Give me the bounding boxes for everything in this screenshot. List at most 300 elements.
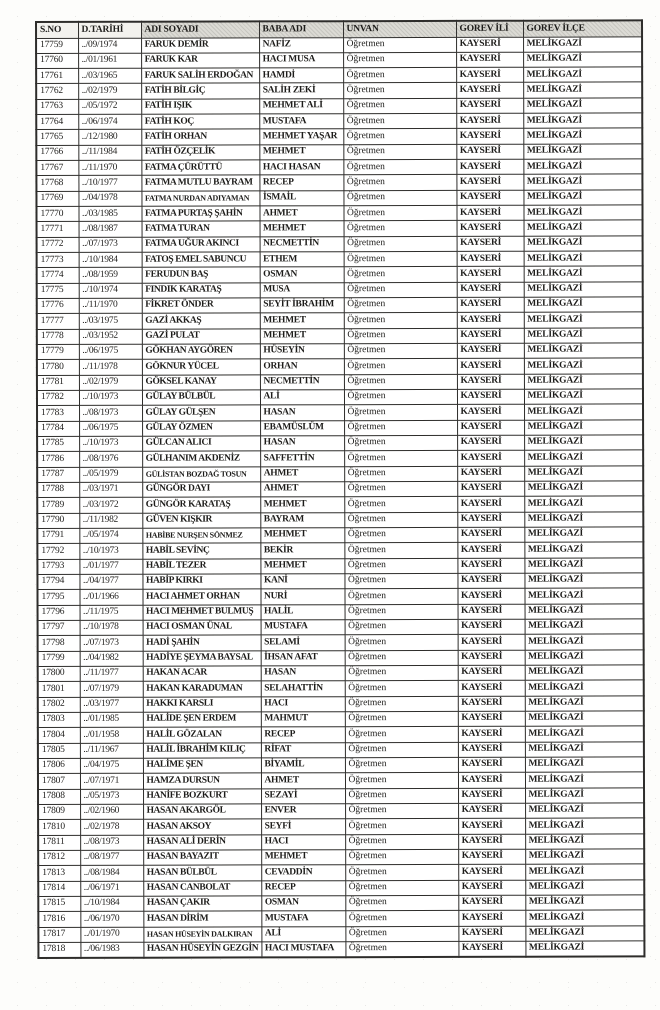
cell-district: MELİKGAZİ: [524, 496, 643, 512]
table-row: [37, 496, 643, 513]
cell-father-name: MUSTAFA: [261, 911, 345, 927]
cell-father-name: SELAHATTİN: [261, 681, 345, 697]
cell-full-name: FATİH KOÇ: [141, 114, 259, 130]
cell-father-name: MEHMET: [261, 850, 345, 866]
cell-district: MELİKGAZİ: [525, 619, 644, 635]
cell-title: Öğretmen: [345, 849, 458, 865]
cell-district: MELİKGAZİ: [525, 925, 644, 941]
cell-birth-date: ../08/1976: [79, 452, 142, 467]
cell-birth-date: ../11/1967: [80, 743, 143, 758]
cell-district: MELİKGAZİ: [523, 159, 642, 175]
cell-full-name: GAZİ AKKAŞ: [142, 313, 260, 329]
cell-father-name: OSMAN: [261, 896, 345, 912]
cell-father-name: HACI MUSTAFA: [261, 942, 345, 958]
cell-district: MELİKGAZİ: [525, 634, 644, 650]
cell-district: MELİKGAZİ: [524, 312, 643, 328]
cell-birth-date: ../02/1978: [80, 819, 143, 834]
table-row: [36, 144, 642, 161]
cell-province: KAYSERİ: [458, 604, 525, 620]
cell-serial-no: 17782: [37, 390, 79, 405]
cell-district: MELİKGAZİ: [523, 205, 642, 221]
cell-father-name: HALİL: [261, 604, 345, 620]
cell-serial-no: 17777: [37, 314, 79, 329]
table-row: [38, 696, 644, 713]
cell-district: MELİKGAZİ: [525, 665, 644, 681]
table-row: [38, 879, 644, 896]
cell-district: MELİKGAZİ: [524, 358, 643, 374]
cell-title: Öğretmen: [345, 696, 458, 712]
cell-title: Öğretmen: [344, 374, 457, 390]
cell-father-name: ETHEM: [260, 252, 344, 268]
cell-birth-date: ../11/1978: [79, 360, 142, 375]
cell-father-name: HACI HASAN: [259, 160, 343, 176]
cell-serial-no: 17778: [37, 329, 79, 344]
table-row: [37, 312, 643, 329]
cell-district: MELİKGAZİ: [524, 374, 643, 390]
cell-title: Öğretmen: [343, 83, 456, 99]
cell-birth-date: ../08/1984: [80, 865, 143, 880]
cell-province: KAYSERİ: [457, 497, 524, 513]
cell-title: Öğretmen: [343, 98, 456, 114]
cell-father-name: BAYRAM: [260, 512, 344, 528]
cell-title: Öğretmen: [345, 803, 458, 819]
cell-birth-date: ../03/1971: [79, 482, 142, 497]
cell-province: KAYSERİ: [456, 159, 523, 175]
cell-province: KAYSERİ: [456, 144, 523, 160]
cell-father-name: SEYİT İBRAHİM: [260, 298, 344, 314]
cell-province: KAYSERİ: [457, 251, 524, 267]
cell-birth-date: ../10/1973: [79, 544, 142, 559]
cell-full-name: FATİH IŞIK: [141, 99, 259, 115]
cell-serial-no: 17786: [37, 452, 79, 467]
cell-district: MELİKGAZİ: [524, 297, 643, 313]
cell-title: Öğretmen: [344, 251, 457, 267]
cell-title: Öğretmen: [344, 313, 457, 329]
cell-title: Öğretmen: [344, 589, 457, 605]
table-row: [37, 404, 643, 421]
cell-full-name: GÜLAY GÜLŞEN: [142, 405, 260, 421]
table-row: [37, 220, 643, 237]
table-row: [38, 650, 644, 667]
cell-district: MELİKGAZİ: [525, 818, 644, 834]
cell-province: KAYSERİ: [457, 343, 524, 359]
cell-serial-no: 17787: [37, 467, 79, 482]
table-row: [36, 98, 642, 115]
cell-full-name: FATMA TURAN: [142, 221, 260, 237]
cell-province: KAYSERİ: [457, 405, 524, 421]
table-row: [37, 358, 643, 375]
cell-serial-no: 17760: [36, 53, 78, 68]
cell-serial-no: 17785: [37, 436, 79, 451]
cell-birth-date: ../08/1987: [79, 222, 142, 237]
cell-birth-date: ../11/1982: [79, 513, 142, 528]
cell-birth-date: ../08/1959: [79, 268, 142, 283]
cell-serial-no: 17763: [36, 99, 78, 114]
cell-district: MELİKGAZİ: [525, 696, 644, 712]
cell-full-name: HACI MEHMET BULMUŞ: [143, 605, 261, 621]
cell-serial-no: 17784: [37, 421, 79, 436]
cell-father-name: HASAN: [260, 436, 344, 452]
cell-full-name: FATMA UĞUR AKINCI: [142, 237, 260, 253]
header-cell-birth-date: D.TARİHİ: [78, 22, 141, 38]
cell-district: MELİKGAZİ: [525, 711, 644, 727]
cell-birth-date: ../01/1970: [80, 927, 143, 942]
cell-serial-no: 17772: [37, 237, 79, 252]
cell-title: Öğretmen: [345, 926, 458, 942]
table-row: [36, 128, 642, 145]
header-cell-province: GOREV İLİ: [456, 21, 523, 37]
table-row: [38, 772, 644, 789]
cell-father-name: ALİ: [261, 926, 345, 942]
cell-serial-no: 17776: [37, 298, 79, 313]
cell-full-name: HAMZA DURSUN: [143, 773, 261, 789]
cell-title: Öğretmen: [343, 206, 456, 222]
cell-birth-date: ../07/1979: [80, 682, 143, 697]
cell-full-name: HABİL SEVİNÇ: [142, 543, 260, 559]
cell-full-name: HABİP KIRKI: [142, 574, 260, 590]
cell-full-name: GÜNGÖR KARATAŞ: [142, 497, 260, 513]
cell-birth-date: ../08/1973: [79, 406, 142, 421]
cell-province: KAYSERİ: [458, 696, 525, 712]
cell-serial-no: 17780: [37, 360, 79, 375]
cell-serial-no: 17807: [38, 774, 80, 789]
cell-full-name: HASAN BÜLBÜL: [143, 865, 261, 881]
cell-province: KAYSERİ: [456, 113, 523, 129]
cell-title: Öğretmen: [344, 359, 457, 375]
cell-birth-date: ../10/1977: [78, 176, 141, 191]
cell-district: MELİKGAZİ: [523, 52, 642, 68]
cell-father-name: MEHMET ALİ: [259, 99, 343, 115]
cell-serial-no: 17788: [37, 482, 79, 497]
cell-birth-date: ../11/1970: [79, 298, 142, 313]
cell-district: MELİKGAZİ: [524, 328, 643, 344]
cell-serial-no: 17792: [37, 544, 79, 559]
table-row: [37, 282, 643, 299]
cell-full-name: FATMA PURTAŞ ŞAHİN: [141, 206, 259, 222]
cell-full-name: FATİH BİLGİÇ: [141, 83, 259, 99]
cell-province: KAYSERİ: [457, 589, 524, 605]
cell-district: MELİKGAZİ: [524, 251, 643, 267]
cell-full-name: FATİH ORHAN: [141, 129, 259, 145]
cell-full-name: HASAN HÜSEYİN DALKIRAN: [143, 926, 261, 942]
cell-serial-no: 17813: [38, 866, 80, 881]
cell-province: KAYSERİ: [458, 757, 525, 773]
cell-serial-no: 17773: [37, 252, 79, 267]
cell-title: Öğretmen: [345, 865, 458, 881]
cell-title: Öğretmen: [345, 711, 458, 727]
cell-birth-date: ../02/1960: [80, 804, 143, 819]
cell-province: KAYSERİ: [457, 527, 524, 543]
cell-serial-no: 17803: [38, 712, 80, 727]
cell-province: KAYSERİ: [457, 466, 524, 482]
cell-province: KAYSERİ: [458, 880, 525, 896]
cell-district: MELİKGAZİ: [525, 650, 644, 666]
cell-district: MELİKGAZİ: [524, 389, 643, 405]
cell-province: KAYSERİ: [457, 359, 524, 375]
cell-serial-no: 17801: [38, 682, 80, 697]
cell-father-name: NURİ: [260, 589, 344, 605]
cell-serial-no: 17759: [36, 38, 78, 53]
personnel-table-body: [36, 36, 644, 957]
cell-district: MELİKGAZİ: [525, 941, 644, 957]
table-row: [37, 343, 643, 360]
table-row: [38, 803, 644, 820]
cell-birth-date: ../04/1978: [78, 191, 141, 206]
cell-district: MELİKGAZİ: [525, 849, 644, 865]
cell-birth-date: ../11/1975: [80, 605, 143, 620]
cell-title: Öğretmen: [343, 129, 456, 145]
cell-birth-date: ../01/1961: [78, 53, 141, 68]
cell-serial-no: 17791: [37, 528, 79, 543]
cell-birth-date: ../09/1974: [78, 38, 141, 53]
cell-birth-date: ../06/1974: [78, 114, 141, 129]
cell-birth-date: ../06/1975: [79, 421, 142, 436]
cell-province: KAYSERİ: [457, 435, 524, 451]
cell-full-name: GÖKHAN AYGÖREN: [142, 344, 260, 360]
cell-serial-no: 17811: [38, 835, 80, 850]
cell-birth-date: ../03/1972: [79, 498, 142, 513]
cell-birth-date: ../06/1970: [80, 911, 143, 926]
cell-province: KAYSERİ: [457, 267, 524, 283]
cell-title: Öğretmen: [345, 665, 458, 681]
table-row: [36, 67, 642, 84]
table-row: [36, 159, 642, 176]
cell-birth-date: ../10/1984: [79, 252, 142, 267]
cell-province: KAYSERİ: [458, 818, 525, 834]
table-row: [37, 435, 643, 452]
cell-district: MELİKGAZİ: [524, 466, 643, 482]
cell-full-name: FERUDUN BAŞ: [142, 267, 260, 283]
table-header-row: [36, 20, 642, 38]
cell-title: Öğretmen: [343, 37, 456, 53]
table-row: [38, 634, 644, 651]
cell-full-name: HASAN HÜSEYİN GEZGİN: [143, 942, 261, 958]
cell-title: Öğretmen: [345, 880, 458, 896]
cell-serial-no: 17794: [37, 574, 79, 589]
table-row: [38, 619, 644, 636]
cell-province: KAYSERİ: [458, 681, 525, 697]
cell-birth-date: ../04/1982: [80, 651, 143, 666]
cell-serial-no: 17783: [37, 406, 79, 421]
table-row: [38, 726, 644, 743]
header-cell-father-name: BABA ADI: [259, 21, 343, 37]
cell-full-name: HALİME ŞEN: [143, 758, 261, 774]
cell-father-name: OSMAN: [260, 267, 344, 283]
cell-province: KAYSERİ: [457, 236, 524, 252]
cell-title: Öğretmen: [343, 52, 456, 68]
table-row: [38, 711, 644, 728]
table-row: [37, 328, 643, 345]
cell-father-name: AHMET: [260, 482, 344, 498]
table-row: [37, 236, 643, 253]
cell-title: Öğretmen: [344, 481, 457, 497]
cell-title: Öğretmen: [343, 144, 456, 160]
cell-full-name: GÖKSEL KANAY: [142, 375, 260, 391]
cell-title: Öğretmen: [344, 543, 457, 559]
table-row: [38, 742, 644, 759]
cell-serial-no: 17796: [38, 605, 80, 620]
cell-district: MELİKGAZİ: [524, 588, 643, 604]
cell-father-name: RECEP: [261, 880, 345, 896]
cell-father-name: BEKİR: [260, 543, 344, 559]
cell-province: KAYSERİ: [458, 926, 525, 942]
cell-birth-date: ../02/1979: [78, 84, 141, 99]
header-cell-serial-no: S.NO: [36, 22, 78, 38]
cell-father-name: ORHAN: [260, 359, 344, 375]
cell-birth-date: ../07/1973: [79, 237, 142, 252]
cell-province: KAYSERİ: [456, 205, 523, 221]
table-row: [37, 420, 643, 437]
table-row: [38, 941, 644, 958]
cell-full-name: HAKAN KARADUMAN: [143, 681, 261, 697]
cell-title: Öğretmen: [345, 895, 458, 911]
cell-father-name: HASAN: [260, 405, 344, 421]
cell-father-name: MEHMET: [260, 497, 344, 513]
table-row: [36, 174, 642, 191]
cell-title: Öğretmen: [343, 68, 456, 84]
cell-serial-no: 17808: [38, 789, 80, 804]
cell-father-name: İSMAİL: [259, 190, 343, 206]
cell-father-name: HASAN: [261, 666, 345, 682]
cell-father-name: HACI: [261, 834, 345, 850]
cell-district: MELİKGAZİ: [523, 98, 642, 114]
cell-province: KAYSERİ: [456, 190, 523, 206]
cell-serial-no: 17815: [38, 896, 80, 911]
cell-birth-date: ../06/1975: [79, 344, 142, 359]
cell-birth-date: ../01/1958: [80, 727, 143, 742]
cell-province: KAYSERİ: [457, 512, 524, 528]
cell-province: KAYSERİ: [457, 481, 524, 497]
cell-title: Öğretmen: [345, 619, 458, 635]
cell-province: KAYSERİ: [458, 726, 525, 742]
cell-serial-no: 17771: [37, 222, 79, 237]
cell-province: KAYSERİ: [457, 451, 524, 467]
cell-district: MELİKGAZİ: [525, 803, 644, 819]
table-row: [37, 558, 643, 575]
cell-full-name: FATMA ÇÜRÜTTÜ: [141, 160, 259, 176]
cell-birth-date: ../11/1970: [78, 160, 141, 175]
cell-serial-no: 17802: [38, 697, 80, 712]
cell-serial-no: 17769: [36, 191, 78, 206]
cell-birth-date: ../06/1971: [80, 881, 143, 896]
cell-father-name: SELAMİ: [261, 635, 345, 651]
cell-province: KAYSERİ: [458, 742, 525, 758]
cell-father-name: NAFİZ: [259, 37, 343, 53]
cell-district: MELİKGAZİ: [525, 742, 644, 758]
cell-serial-no: 17809: [38, 804, 80, 819]
cell-serial-no: 17800: [38, 666, 80, 681]
cell-serial-no: 17805: [38, 743, 80, 758]
cell-province: KAYSERİ: [458, 910, 525, 926]
cell-title: Öğretmen: [345, 635, 458, 651]
cell-title: Öğretmen: [343, 160, 456, 176]
header-cell-title: UNVAN: [343, 21, 456, 37]
cell-full-name: HACI AHMET ORHAN: [142, 589, 260, 605]
cell-district: MELİKGAZİ: [524, 558, 643, 574]
cell-title: Öğretmen: [345, 819, 458, 835]
cell-birth-date: ../05/1979: [79, 467, 142, 482]
cell-full-name: GÜLHANIM AKDENİZ: [142, 451, 260, 467]
cell-serial-no: 17765: [36, 130, 78, 145]
cell-district: MELİKGAZİ: [523, 36, 642, 52]
cell-father-name: NECMETTİN: [260, 236, 344, 252]
cell-birth-date: ../03/1965: [78, 68, 141, 83]
header-cell-full-name: ADI SOYADI: [141, 21, 259, 37]
cell-title: Öğretmen: [344, 573, 457, 589]
cell-serial-no: 17799: [38, 651, 80, 666]
table-row: [38, 864, 644, 881]
cell-father-name: MUSTAFA: [259, 114, 343, 130]
cell-province: KAYSERİ: [456, 98, 523, 114]
cell-father-name: ALİ: [260, 390, 344, 406]
cell-district: MELİKGAZİ: [524, 512, 643, 528]
cell-title: Öğretmen: [345, 742, 458, 758]
cell-father-name: SAFFETTİN: [260, 451, 344, 467]
cell-province: KAYSERİ: [457, 558, 524, 574]
cell-full-name: HASAN CANBOLAT: [143, 880, 261, 896]
cell-district: MELİKGAZİ: [525, 757, 644, 773]
cell-birth-date: ../05/1974: [79, 528, 142, 543]
cell-district: MELİKGAZİ: [525, 787, 644, 803]
cell-district: MELİKGAZİ: [524, 282, 643, 298]
cell-title: Öğretmen: [345, 681, 458, 697]
table-row: [38, 787, 644, 804]
cell-title: Öğretmen: [344, 267, 457, 283]
cell-full-name: GÜLAY BÜLBÜL: [142, 390, 260, 406]
cell-district: MELİKGAZİ: [523, 67, 642, 83]
table-row: [37, 527, 643, 544]
table-row: [36, 205, 642, 222]
cell-full-name: HABİBE NURŞEN SÖNMEZ: [142, 528, 260, 544]
cell-birth-date: ../05/1973: [80, 789, 143, 804]
cell-serial-no: 17779: [37, 344, 79, 359]
cell-birth-date: ../03/1985: [78, 206, 141, 221]
table-row: [37, 542, 643, 559]
cell-father-name: ENVER: [261, 804, 345, 820]
cell-full-name: GÜNGÖR DAYI: [142, 482, 260, 498]
cell-birth-date: ../11/1984: [78, 145, 141, 160]
cell-father-name: SALİH ZEKİ: [259, 83, 343, 99]
cell-father-name: MEHMET: [260, 528, 344, 544]
cell-serial-no: 17790: [37, 513, 79, 528]
cell-district: MELİKGAZİ: [523, 174, 642, 190]
cell-district: MELİKGAZİ: [524, 343, 643, 359]
cell-birth-date: ../10/1984: [80, 896, 143, 911]
cell-title: Öğretmen: [345, 911, 458, 927]
personnel-table: [35, 19, 645, 958]
cell-serial-no: 17804: [38, 728, 80, 743]
cell-serial-no: 17795: [37, 590, 79, 605]
cell-district: MELİKGAZİ: [525, 864, 644, 880]
cell-full-name: HAKAN ACAR: [143, 666, 261, 682]
cell-birth-date: ../07/1973: [80, 636, 143, 651]
cell-province: KAYSERİ: [456, 52, 523, 68]
table-row: [36, 52, 642, 69]
cell-title: Öğretmen: [345, 757, 458, 773]
cell-full-name: FARUK SALİH ERDOĞAN: [141, 68, 259, 84]
cell-birth-date: ../03/1975: [79, 314, 142, 329]
cell-birth-date: ../04/1977: [79, 574, 142, 589]
cell-birth-date: ../08/1977: [80, 850, 143, 865]
cell-district: MELİKGAZİ: [525, 772, 644, 788]
cell-title: Öğretmen: [345, 650, 458, 666]
table-row: [37, 251, 643, 268]
cell-title: Öğretmen: [344, 512, 457, 528]
cell-district: MELİKGAZİ: [525, 726, 644, 742]
cell-birth-date: ../02/1979: [79, 375, 142, 390]
cell-title: Öğretmen: [344, 558, 457, 574]
cell-title: Öğretmen: [344, 343, 457, 359]
